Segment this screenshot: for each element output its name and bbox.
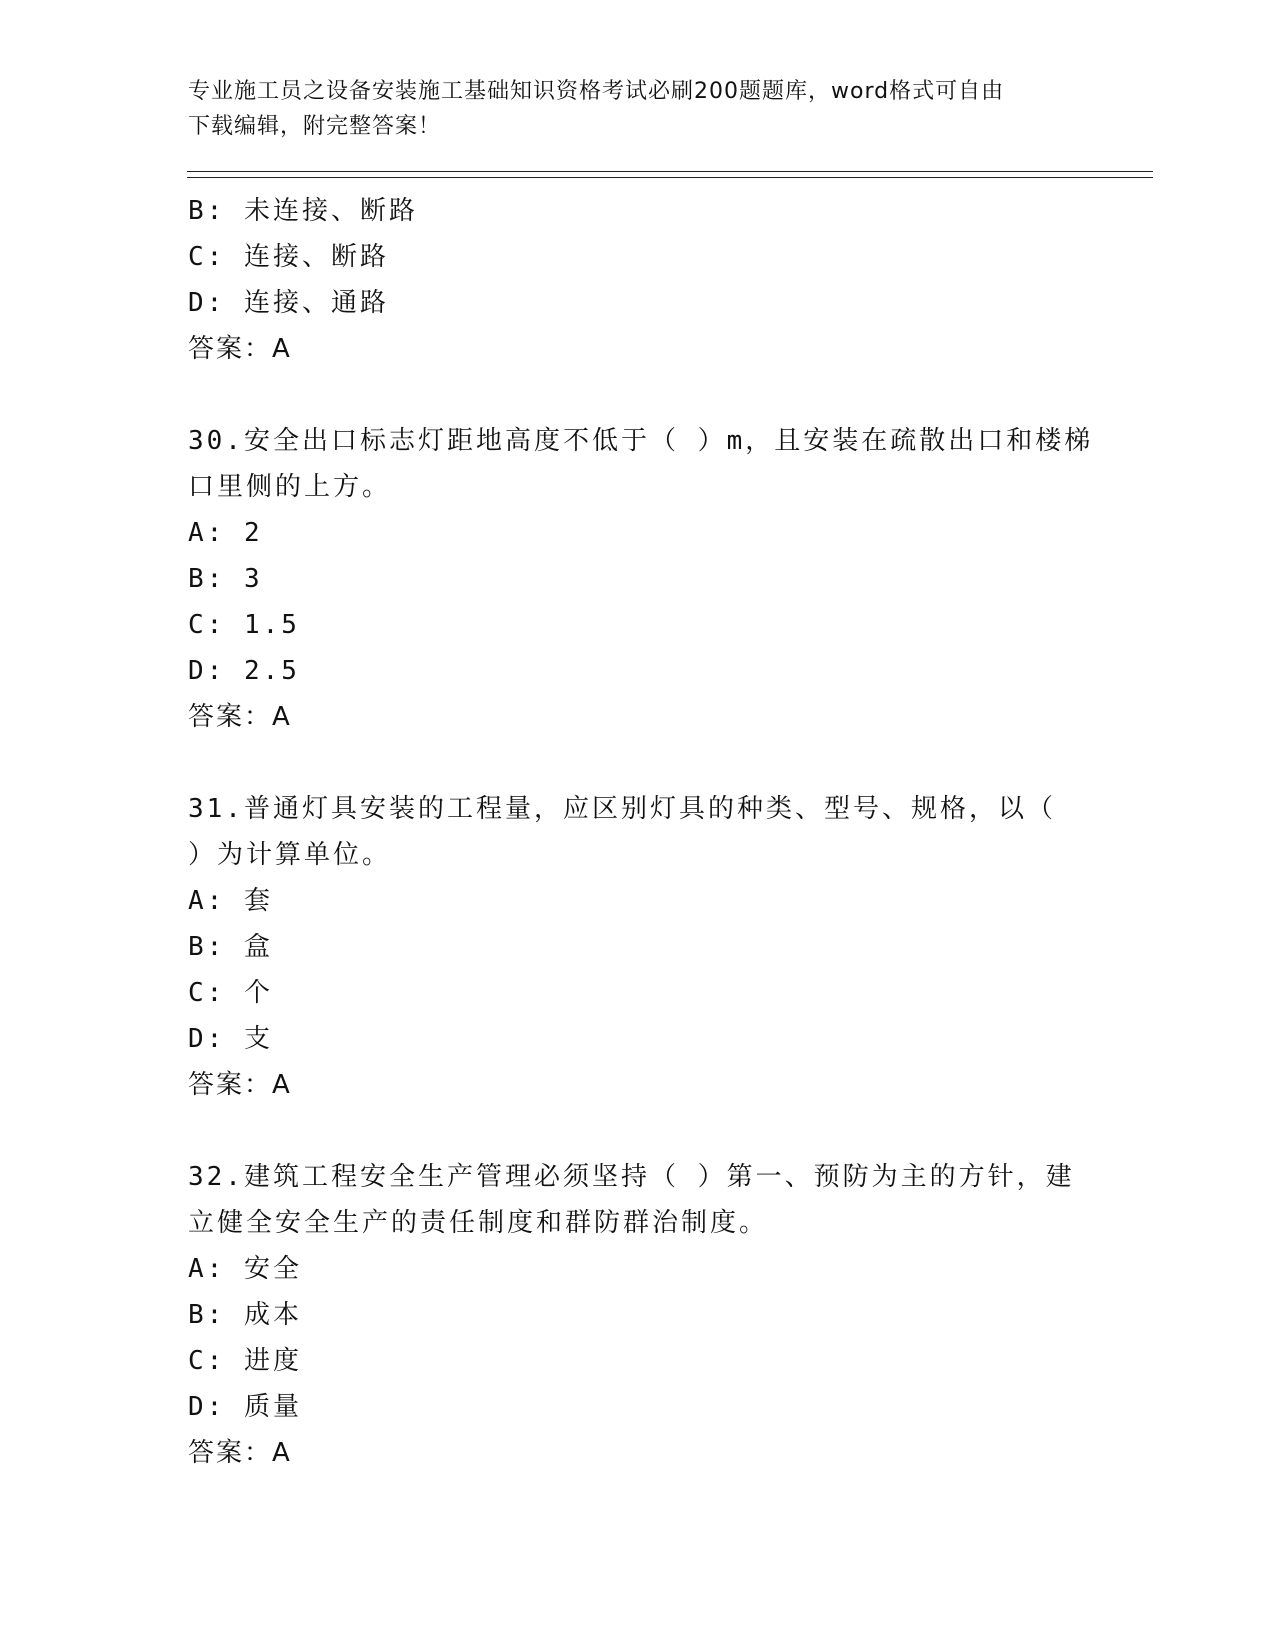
answer-line: 答案：A [188, 1070, 292, 1100]
option-a: A: 2 [188, 518, 263, 548]
option-b: B: 3 [188, 564, 263, 594]
question-32 [188, 1154, 1088, 1476]
option-c: C: 1.5 [188, 610, 300, 640]
question-stem-line-2: 立健全安全生产的责任制度和群防群治制度。 [188, 1208, 769, 1238]
option-c: C: 进度 [188, 1346, 302, 1376]
answer-line: 答案：A [188, 1438, 292, 1468]
option-b: B: 盒 [188, 932, 273, 962]
question-30 [188, 418, 1094, 740]
option-d: D: 2.5 [188, 656, 300, 686]
header-rule-bottom [187, 177, 1153, 178]
question-stem-line-1: 32.建筑工程安全生产管理必须坚持（ ）第一、预防为主的方针，建 [188, 1162, 1075, 1192]
previous-question-tail [188, 188, 1088, 372]
question-stem-line-2: ）为计算单位。 [188, 840, 392, 870]
spacer [188, 372, 1088, 418]
answer-line: 答案：A [188, 702, 292, 732]
option-c: C: 连接、断路 [188, 242, 389, 272]
option-c: C: 个 [188, 978, 273, 1008]
option-d: D: 连接、通路 [188, 288, 389, 318]
question-content [188, 188, 1094, 1476]
option-a: A: 套 [188, 886, 273, 916]
question-stem-line-1: 31.普通灯具安装的工程量，应区别灯具的种类、型号、规格，以（ [188, 794, 1056, 824]
spacer [188, 740, 1088, 786]
option-b: B: 未连接、断路 [188, 196, 418, 226]
option-b: B: 成本 [188, 1300, 302, 1330]
header-rule-top [187, 171, 1153, 172]
spacer [188, 1108, 1088, 1154]
option-a: A: 安全 [188, 1254, 302, 1284]
document-header [188, 74, 1068, 144]
header-title-line-2: 下载编辑，附完整答案！ [188, 114, 442, 139]
question-stem-line-1: 30.安全出口标志灯距地高度不低于（ ）m，且安装在疏散出口和楼梯 [188, 426, 1094, 456]
question-stem-line-2: 口里侧的上方。 [188, 472, 392, 502]
option-d: D: 质量 [188, 1392, 302, 1422]
answer-line: 答案：A [188, 334, 292, 364]
question-31 [188, 786, 1088, 1108]
header-title-line-1: 专业施工员之设备安装施工基础知识资格考试必刷200题题库，word格式可自由 [188, 79, 1005, 104]
option-d: D: 支 [188, 1024, 273, 1054]
